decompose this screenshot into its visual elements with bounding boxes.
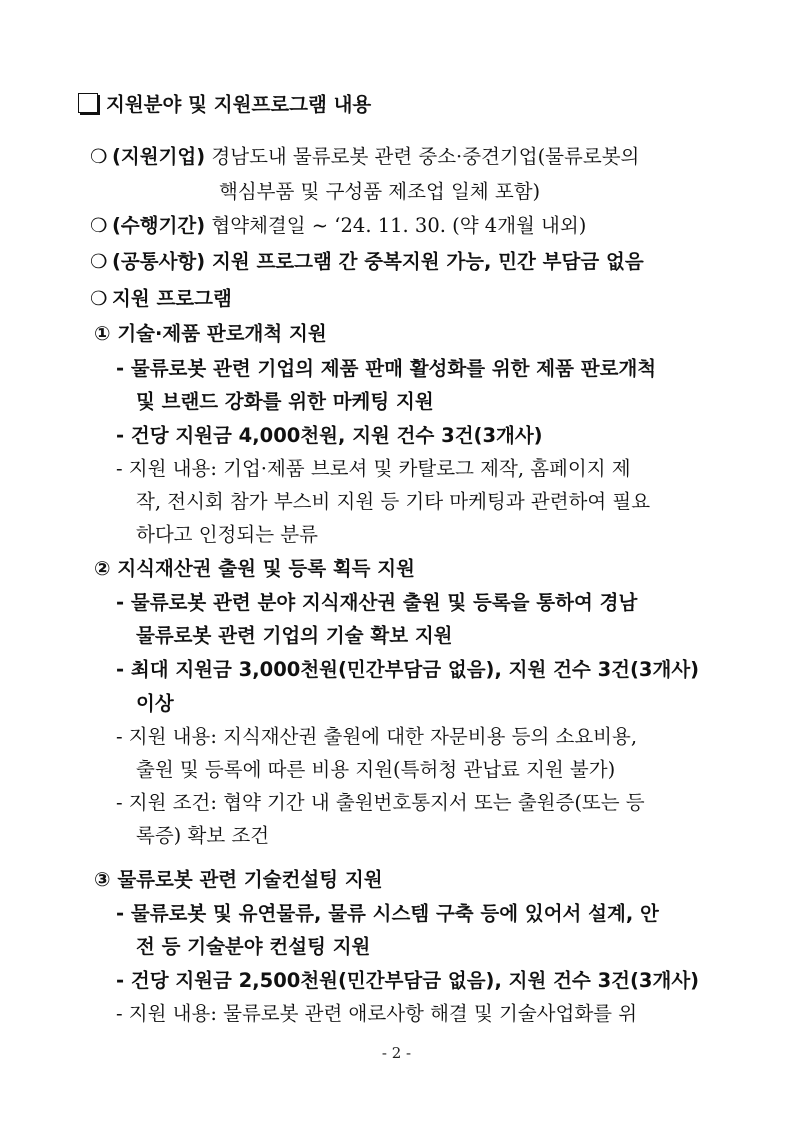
program3-dash1-line2: 전 등 기술분야 컨설팅 지원	[136, 935, 371, 958]
program2-sub2-line2: 록증) 확보 조건	[136, 824, 270, 847]
program-label: 지원 프로그램	[112, 287, 232, 310]
program1-sub1-line3: 하다고 인정되는 분류	[136, 523, 318, 546]
circle-bullet-icon: ❍	[90, 287, 108, 310]
company-item	[90, 143, 639, 171]
program1-heading	[94, 320, 327, 348]
common-item	[90, 248, 644, 276]
section-header	[78, 91, 371, 119]
program2-dash2-line1: - 최대 지원금 3,000천원(민간부담금 없음), 지원 건수 3건(3개사)	[116, 658, 700, 681]
program3-dash2-line1: - 건당 지원금 2,500천원(민간부담금 없음), 지원 건수 3건(3개사)	[116, 969, 700, 992]
program1-number: ①	[94, 322, 111, 345]
program-item	[90, 285, 232, 313]
section-title: 지원분야 및 지원프로그램 내용	[106, 93, 372, 116]
program2-sub1-line2: 출원 및 등록에 따른 비용 지원(특허청 관납료 지원 불가)	[136, 758, 616, 781]
program3-dash1-line1: - 물류로봇 및 유연물류, 물류 시스템 구축 등에 있어서 설계, 안	[116, 902, 659, 925]
program3-heading	[94, 866, 383, 894]
program1-dash2-line1: - 건당 지원금 4,000천원, 지원 건수 3건(3개사)	[116, 424, 543, 447]
program2-sub2-line1: - 지원 조건: 협약 기간 내 출원번호통지서 또는 출원증(또는 등	[116, 791, 645, 814]
page-number: - 2 -	[381, 1044, 412, 1062]
program2-dash2-line2: 이상	[136, 692, 174, 715]
program2-sub1-line1: - 지원 내용: 지식재산권 출원에 대한 자문비용 등의 소요비용,	[116, 725, 638, 748]
circle-bullet-icon: ❍	[90, 145, 108, 168]
program1-dash1-line1: - 물류로봇 관련 기업의 제품 판매 활성화를 위한 제품 판로개척	[116, 357, 657, 380]
company-label: (지원기업)	[112, 145, 206, 168]
company-text-line1: 경남도내 물류로봇 관련 중소·중견기업(물류로봇의	[211, 145, 640, 168]
program2-dash1-line2: 물류로봇 관련 기업의 기술 확보 지원	[136, 624, 453, 647]
program2-title: 지식재산권 출원 및 등록 획득 지원	[117, 557, 415, 580]
program3-title: 물류로봇 관련 기술컨설팅 지원	[117, 868, 383, 891]
program1-sub1-line1: - 지원 내용: 기업·제품 브로셔 및 카탈로그 제작, 홈페이지 제	[116, 457, 631, 480]
program2-number: ②	[94, 557, 111, 580]
checkbox-square-icon	[78, 93, 98, 113]
common-label: (공통사항)	[112, 250, 206, 273]
program1-dash1-line2: 및 브랜드 강화를 위한 마케팅 지원	[136, 390, 434, 413]
period-text: 협약체결일 ~ ‘24. 11. 30. (약 4개월 내외)	[211, 214, 587, 237]
circle-bullet-icon: ❍	[90, 250, 108, 273]
period-item	[90, 212, 586, 240]
common-text: 지원 프로그램 간 중복지원 가능, 민간 부담금 없음	[211, 250, 644, 273]
program1-title: 기술·제품 판로개척 지원	[117, 322, 327, 345]
program3-number: ③	[94, 868, 111, 891]
program1-sub1-line2: 작, 전시회 참가 부스비 지원 등 기타 마케팅과 관련하여 필요	[136, 490, 651, 513]
program2-heading	[94, 555, 415, 583]
period-label: (수행기간)	[112, 214, 206, 237]
company-text-line2: 핵심부품 및 구성품 제조업 일체 포함)	[219, 180, 541, 203]
program3-sub1-line1: - 지원 내용: 물류로봇 관련 애로사항 해결 및 기술사업화를 위	[116, 1002, 638, 1025]
circle-bullet-icon: ❍	[90, 214, 108, 237]
program2-dash1-line1: - 물류로봇 관련 분야 지식재산권 출원 및 등록을 통하여 경남	[116, 591, 638, 614]
